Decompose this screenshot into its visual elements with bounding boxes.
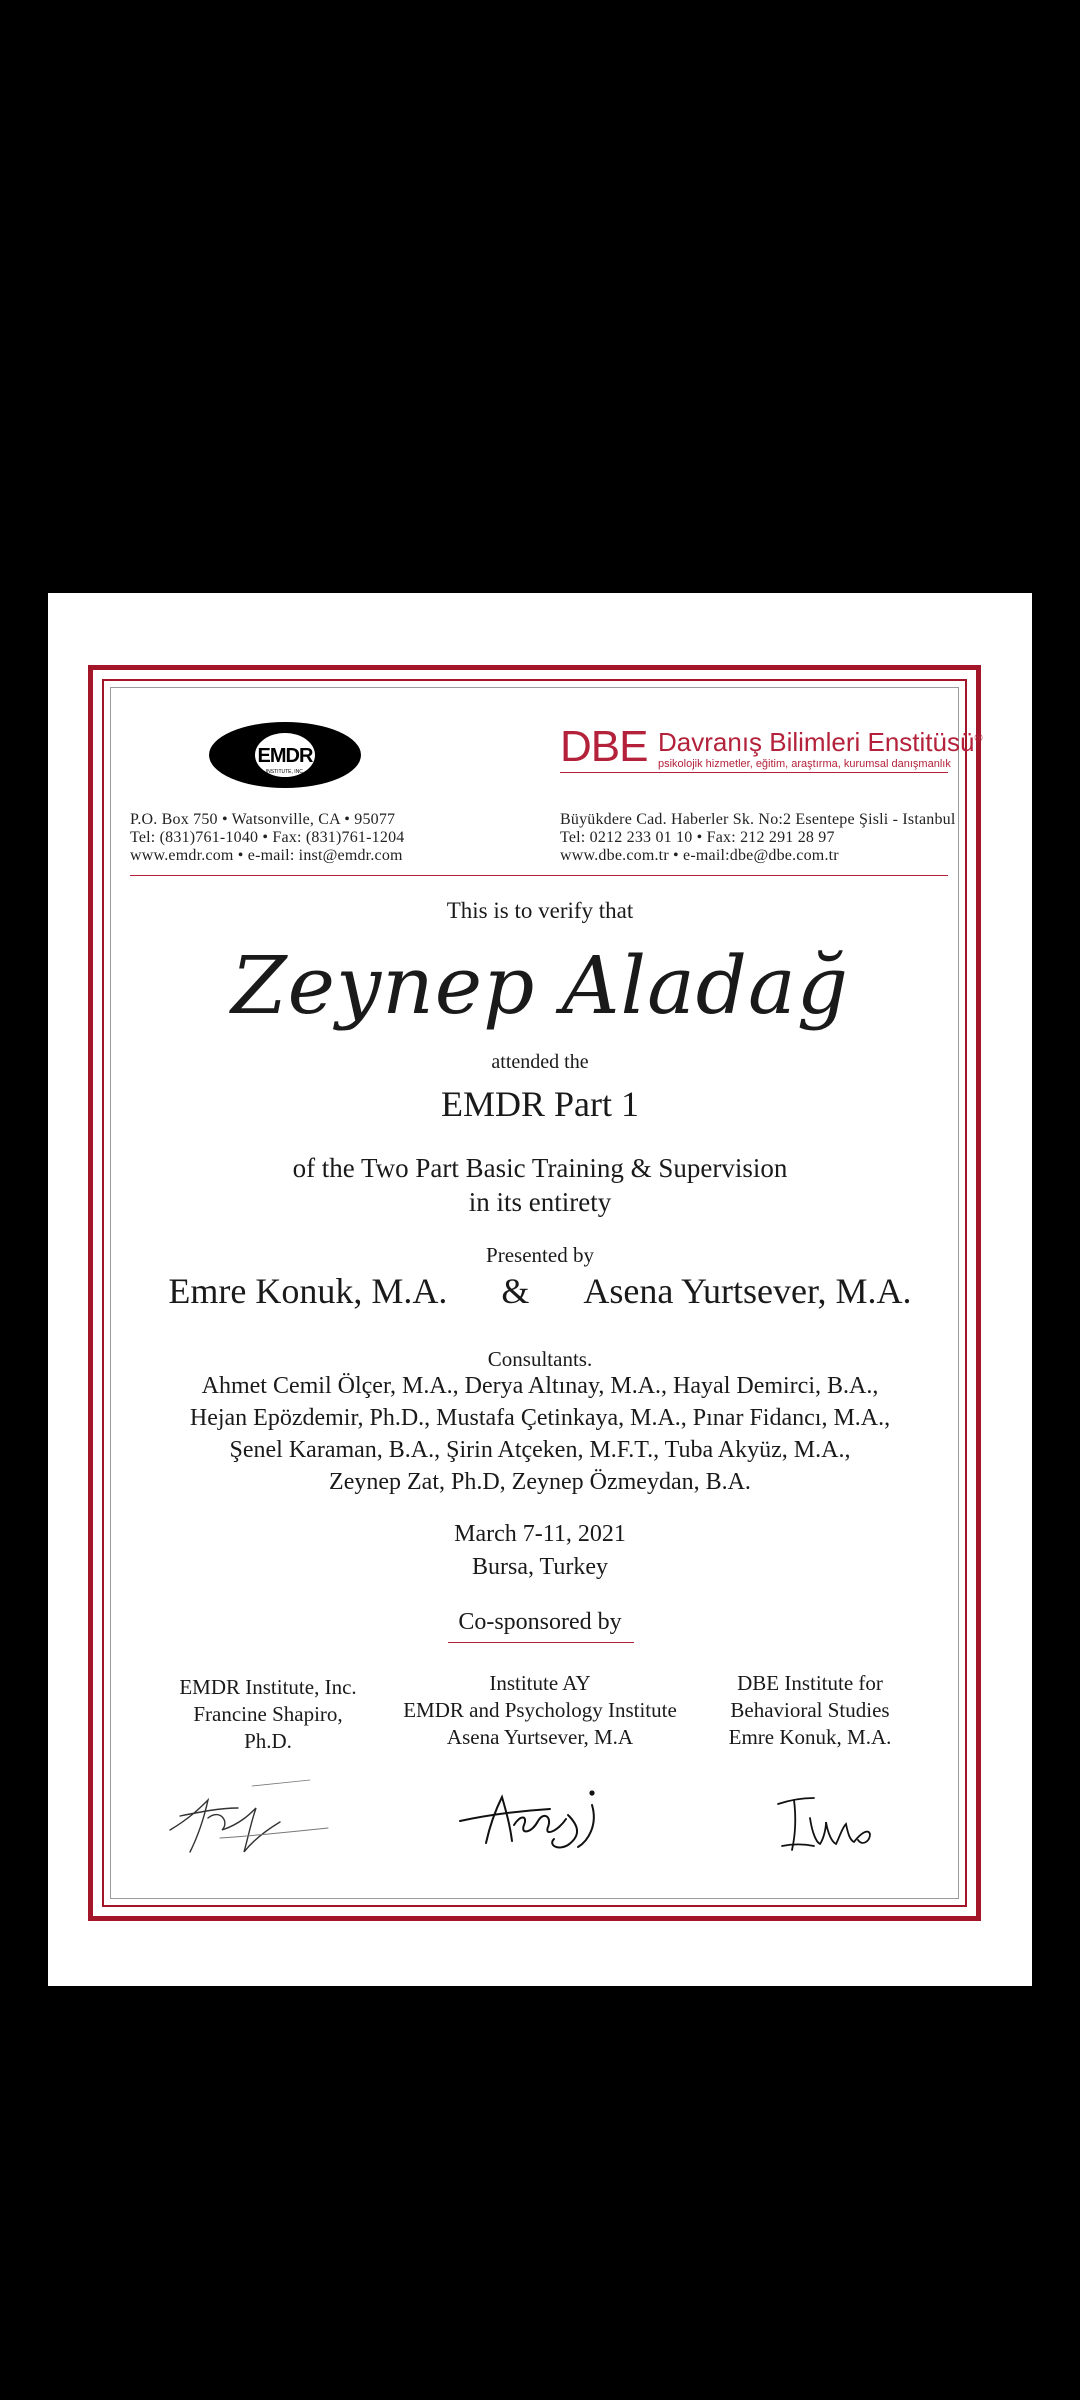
certificate-paper [48,593,1032,1986]
dbe-logo-mark: DBE [560,722,648,771]
ampersand: & [501,1271,530,1311]
attended-text: attended the [491,1051,589,1073]
presenters [48,1270,1032,1312]
emdr-phone-line: Tel: (831)761-1040 • Fax: (831)761-1204 [130,829,405,846]
dbe-address-block [560,811,956,865]
sponsor-line: Emre Konuk, M.A. [728,1725,892,1749]
sponsor-line: EMDR Institute, Inc. [179,1675,357,1699]
presenter-1: Emre Konuk, M.A. [168,1271,448,1311]
presented-by-label: Presented by [486,1243,594,1267]
header-divider [130,875,948,876]
cosponsored-underline [448,1642,634,1643]
sponsor-dbe-institute [720,1670,900,1751]
dbe-logo-name: Davranış Bilimleri Enstitüsü [658,727,975,757]
emdr-institute-logo [208,721,362,789]
emdr-address-block [130,811,404,865]
consultants-line: Zeynep Zat, Ph.D, Zeynep Özmeydan, B.A. [329,1469,751,1495]
sponsor-line: Asena Yurtsever, M.A [446,1725,634,1749]
dbe-address-line: Büyükdere Cad. Haberler Sk. No:2 Esentepe Şisli - Istanbul [560,811,956,828]
sponsor-line: Institute AY [489,1671,591,1695]
sponsor-line: DBE Institute for [737,1671,883,1695]
consultants-title: Consultants. [487,1347,593,1371]
svg-text:INSTITUTE, INC.: INSTITUTE, INC. [265,769,305,775]
dbe-web-line: www.dbe.com.tr • e-mail:dbe@dbe.com.tr [560,847,839,864]
verify-text: This is to verify that [446,898,634,923]
presenter-2: Asena Yurtsever, M.A. [583,1271,912,1311]
emdr-address-line: P.O. Box 750 • Watsonville, CA • 95077 [130,811,396,828]
sponsor-line: Francine Shapiro, [193,1702,343,1726]
consultants-line: Ahmet Cemil Ölçer, M.A., Derya Altınay, M.A., Hayal Demirci, B.A., [201,1373,879,1399]
consultants-line: Hejan Epözdemir, Ph.D., Mustafa Çetinkaya, M.A., Pınar Fidancı, M.A., [189,1405,891,1431]
dbe-logo-tagline: psikolojik hizmetler, eğitim, araştırma, kurumsal danışmanlık [658,758,951,770]
program-line-1: of the Two Part Basic Training & Supervision [292,1153,788,1183]
program-line-2: in its entirety [468,1187,612,1217]
recipient-name: Zeynep Aladağ [231,939,849,1032]
course-title: EMDR Part 1 [441,1084,639,1124]
training-date: March 7-11, 2021 [454,1521,626,1547]
sponsor-line: EMDR and Psychology Institute [403,1698,677,1722]
certificate-content [48,593,1032,1986]
dbe-institute-logo: DBE Davranış Bilimleri Enstitüsü® psikolojik hizmetler, eğitim, araştırma, kurumsal danışmanlık [560,722,983,771]
sponsor-emdr-institute [158,1674,378,1755]
signature-emre-konuk [770,1788,880,1858]
cosponsored-by-label: Co-sponsored by [458,1609,622,1635]
signature-francine-shapiro [160,1778,330,1858]
sponsor-line: Ph.D. [244,1729,292,1753]
dbe-phone-line: Tel: 0212 233 01 10 • Fax: 212 291 28 97 [560,829,835,846]
training-location: Bursa, Turkey [471,1554,609,1580]
sponsor-line: Behavioral Studies [730,1698,890,1722]
signature-asena-yurtsever [458,1785,608,1857]
sponsor-institute-ay [385,1670,695,1751]
emdr-web-line: www.emdr.com • e-mail: inst@emdr.com [130,847,403,864]
consultants-line: Şenel Karaman, B.A., Şirin Atçeken, M.F.T., Tuba Akyüz, M.A., [229,1437,851,1463]
svg-text:EMDR: EMDR [257,745,313,767]
